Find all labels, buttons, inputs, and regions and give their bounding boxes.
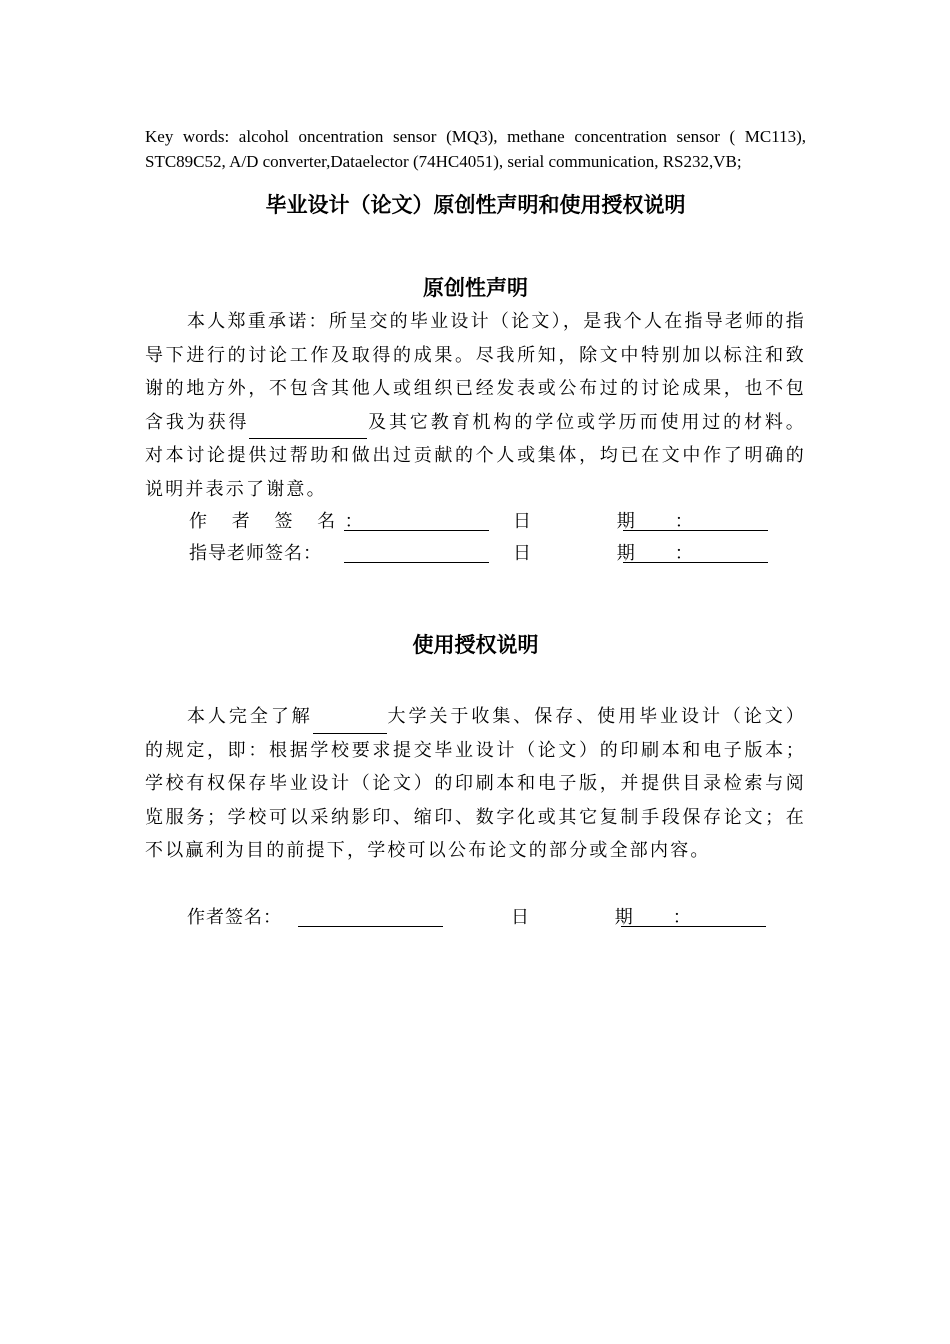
- authorization-heading: 使用授权说明: [412, 633, 539, 657]
- advisor-signature-label: 指导老师签名：: [189, 543, 322, 564]
- originality-statement: [145, 305, 806, 506]
- originality-heading: 原创性声明: [423, 276, 528, 300]
- author-signature-line: [298, 906, 443, 927]
- institution-blank: [249, 416, 367, 439]
- advisor-signature-row: [145, 542, 806, 566]
- author-signature-row: [145, 510, 806, 534]
- originality-text-part1: 本人郑重承诺：所呈交的毕业设计（论文），是我个人在指导老师的指导下进行的讨论工作及取得的成果。尽我所知，除文中特别加以标注和致谢的地方外，不包含其他人或组织已经发表或公布过的讨论成果，也不包含我为获得: [145, 311, 806, 433]
- authorization-text-part2: 大学关于收集、保存、使用毕业设计（论文）的规定，即：根据学校要求提交毕业设计（论文）的印刷本和电子版本；学校有权保存毕业设计（论文）的印刷本和电子版，并提供目录检索与阅览服务；学校可以采纳影印、缩印、数字化或其它复制手段保存论文；在不以赢利为目的前提下，学校可以公布论文的部分或全部内容。: [145, 706, 807, 861]
- university-blank: [313, 711, 387, 734]
- main-title: 毕业设计（论文）原创性声明和使用授权说明: [265, 193, 686, 217]
- date-label: 日 期：: [513, 511, 733, 532]
- date-label: 日 期：: [513, 543, 733, 564]
- document-page: [145, 124, 806, 930]
- date-line: [623, 510, 768, 531]
- authorization-statement: [145, 700, 806, 868]
- author-signature-label: 作者签名：: [187, 906, 282, 928]
- authorization-text-part1: 本人完全了解: [187, 706, 313, 727]
- advisor-signature-line: [344, 542, 489, 563]
- date-line: [621, 906, 766, 927]
- author-signature-label: 作 者 签 名：: [189, 511, 373, 532]
- date-line: [623, 542, 768, 563]
- originality-text-part2: 及其它教育机构的学位或学历而使用过的材料。对本讨论提供过帮助和做出过贡献的个人或集体，均已在文中作了明确的说明并表示了谢意。: [145, 411, 807, 500]
- authorization-signature-row: [145, 906, 806, 930]
- keywords-paragraph: Key words: alcohol oncentration sensor (MQ3), methane concentration sensor ( MC113), STC89C52, A/D converter,Dataelector (74HC4051), serial communication, RS232,VB;: [145, 127, 806, 171]
- author-signature-line: [344, 510, 489, 531]
- date-label: 日 期：: [511, 906, 731, 928]
